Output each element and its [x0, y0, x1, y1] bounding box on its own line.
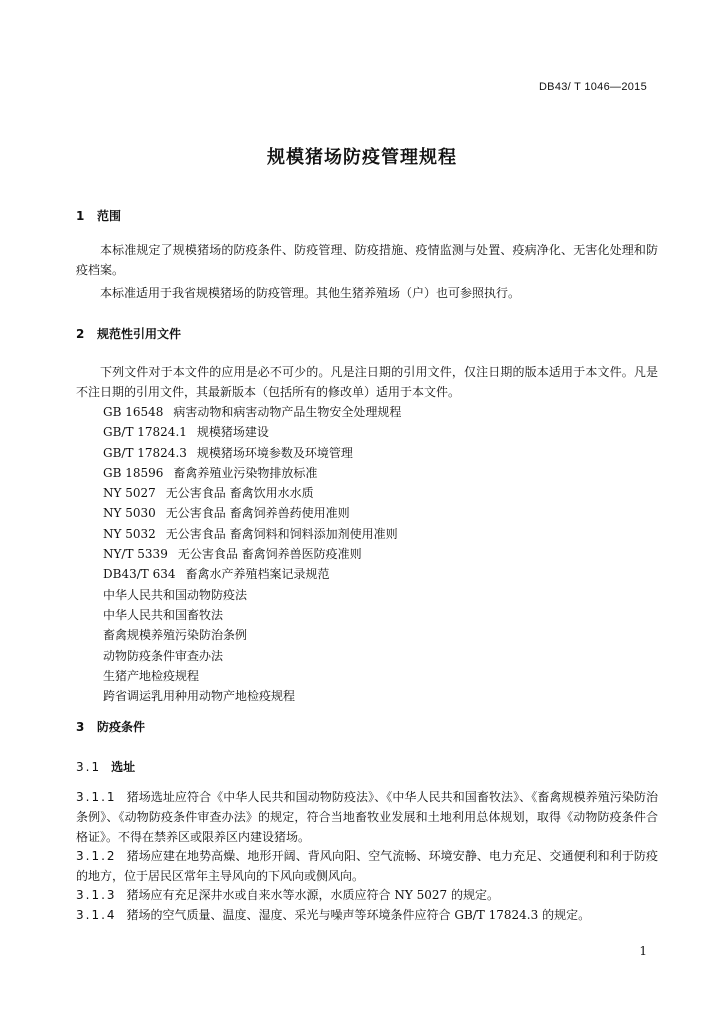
reference-title: 中华人民共和国动物防疫法 — [103, 587, 248, 602]
reference-item — [103, 402, 401, 422]
reference-code: DB43/T 634 — [103, 567, 176, 582]
clause-text: 猪场选址应符合《中华人民共和国动物防疫法》、《中华人民共和国畜牧法》、《畜禽规模养殖污染防治条例》、《动物防疫条件审查办法》的规定，符合当地畜牧业发展和土地利用总体规划，取得《动物防疫条件合格证》。不得在禁养区或限养区内建设猪场。 — [76, 790, 658, 844]
reference-item — [103, 483, 401, 503]
reference-title: 动物防疫条件审查办法 — [103, 648, 224, 663]
reference-title: 规模猪场环境参数及环境管理 — [196, 445, 353, 460]
clause-text: 猪场的空气质量、温度、湿度、采光与噪声等环境条件应符合 GB/T 17824.3 的规定。 — [126, 908, 591, 922]
reference-title: 无公害食品 畜禽饲养兽医防疫准则 — [177, 547, 362, 562]
clause-3-1-4 — [76, 905, 658, 925]
reference-title: 畜禽规模养殖污染防治条例 — [103, 628, 248, 643]
section-number: 2 — [76, 327, 85, 341]
reference-title: 无公害食品 畜禽饲料和饲料添加剂使用准则 — [165, 526, 398, 541]
section-2-heading — [76, 325, 181, 342]
reference-title: 跨省调运乳用种用动物产地检疫规程 — [103, 689, 296, 704]
section-1-paragraph-1: 本标准规定了规模猪场的防疫条件、防疫管理、防疫措施、疫情监测与处置、疫病净化、无害化处理和防疫档案。 — [76, 243, 658, 277]
reference-title: 病害动物和病害动物产品生物安全处理规程 — [173, 405, 402, 419]
clause-text: 猪场应有充足深井水或自来水等水源，水质应符合 NY 5027 的规定。 — [126, 888, 499, 902]
reference-title: 无公害食品 畜禽饲养兽药使用准则 — [165, 506, 350, 521]
reference-title: 无公害食品 畜禽饮用水水质 — [165, 486, 314, 501]
section-2-intro: 下列文件对于本文件的应用是必不可少的。凡是注日期的引用文件，仅注日期的版本适用于本文件。凡是不注日期的引用文件，其最新版本（包括所有的修改单）适用于本文件。 — [76, 365, 658, 399]
reference-code: GB 16548 — [103, 405, 164, 419]
reference-list — [103, 402, 401, 706]
reference-item — [103, 443, 401, 463]
clause-3-1-3 — [76, 885, 658, 905]
document-title: 规模猪场防疫管理规程 — [267, 147, 457, 168]
reference-title: 畜禽养殖业污染物排放标准 — [173, 465, 318, 480]
section-title: 规范性引用文件 — [97, 327, 182, 341]
reference-code: NY/T 5339 — [103, 547, 168, 562]
document-code: DB43/ T 1046—2015 — [538, 81, 647, 93]
subsection-title: 选址 — [111, 760, 136, 774]
reference-item — [103, 686, 401, 706]
clause-3-1-2 — [76, 846, 658, 886]
reference-item — [103, 585, 401, 605]
reference-item — [103, 666, 401, 686]
subsection-3-1-heading — [76, 758, 135, 775]
reference-code: GB/T 17824.3 — [103, 445, 187, 460]
section-number: 3 — [76, 720, 85, 734]
section-title: 防疫条件 — [97, 720, 146, 734]
section-title: 范围 — [97, 209, 122, 223]
reference-title: 规模猪场建设 — [196, 425, 269, 440]
reference-code: GB 18596 — [103, 465, 164, 480]
reference-item — [103, 564, 401, 584]
reference-item — [103, 463, 401, 483]
reference-item — [103, 605, 401, 625]
clause-number: 3.1.4 — [76, 908, 117, 922]
section-3-heading — [76, 718, 145, 735]
clause-number: 3.1.1 — [76, 790, 117, 804]
reference-code: NY 5032 — [103, 526, 156, 541]
reference-title: 畜禽水产养殖档案记录规范 — [185, 567, 330, 582]
page-number: 1 — [639, 944, 647, 958]
reference-item — [103, 422, 401, 442]
reference-item — [103, 544, 401, 564]
reference-title: 生猪产地检疫规程 — [103, 668, 200, 683]
reference-title: 中华人民共和国畜牧法 — [103, 607, 224, 622]
section-1-paragraph-2: 本标准适用于我省规模猪场的防疫管理。其他生猪养殖场（户）也可参照执行。 — [100, 286, 521, 300]
reference-item — [103, 646, 401, 666]
reference-code: NY 5027 — [103, 486, 156, 501]
reference-code: NY 5030 — [103, 506, 156, 521]
reference-code: GB/T 17824.1 — [103, 425, 187, 440]
reference-item — [103, 625, 401, 645]
clause-number: 3.1.3 — [76, 888, 117, 902]
reference-item — [103, 503, 401, 523]
clause-text: 猪场应建在地势高燥、地形开阔、背风向阳、空气流畅、环境安静、电力充足、交通便利和利于防疫的地方，位于居民区常年主导风向的下风向或侧风向。 — [76, 849, 658, 883]
subsection-number: 3.1 — [76, 760, 102, 774]
clause-number: 3.1.2 — [76, 849, 117, 863]
section-1-heading — [76, 207, 121, 224]
clause-3-1-1 — [76, 787, 658, 847]
section-number: 1 — [76, 209, 85, 223]
reference-item — [103, 524, 401, 544]
